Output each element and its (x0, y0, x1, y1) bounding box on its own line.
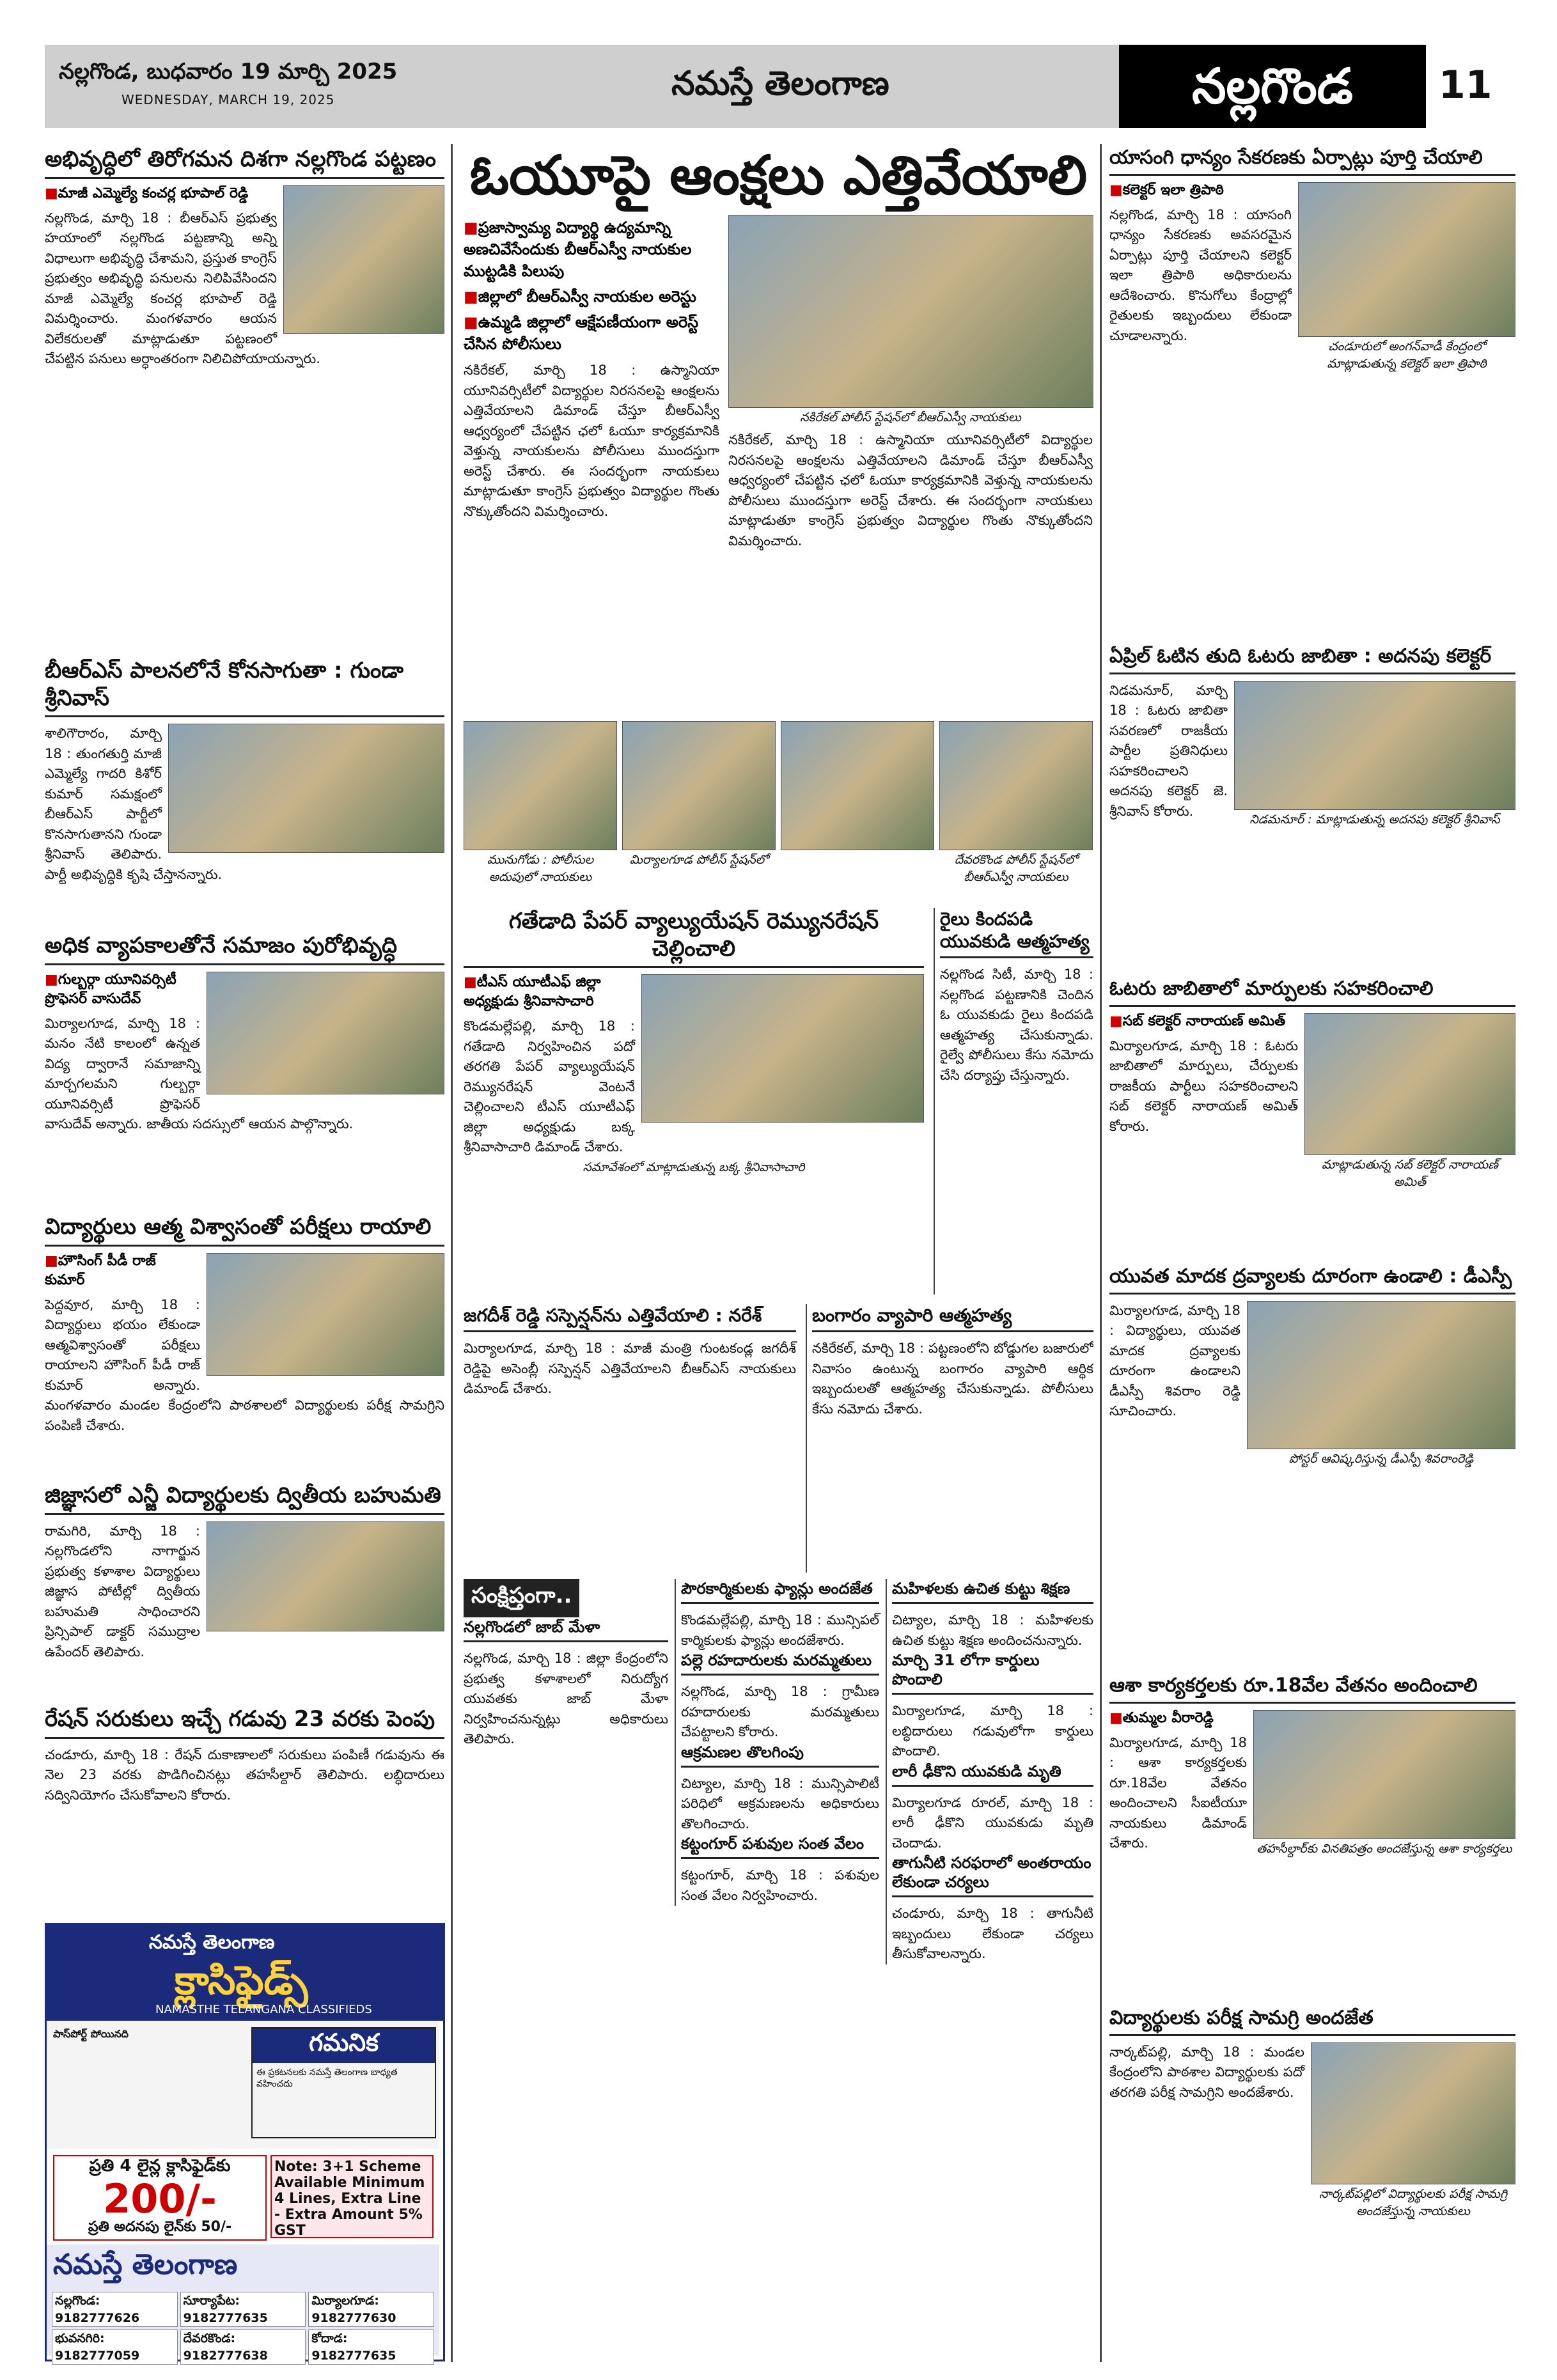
article (1109, 1264, 1515, 1674)
brief-headline: మార్చి 31 లోగా కార్డులు పొందాలి (892, 1651, 1093, 1695)
article-headline: బంగారం వ్యాపారి ఆత్మహత్య (812, 1304, 1093, 1332)
brief-headline: తాగునీటి సరఫరాలో అంతరాయం లేకుండా చర్యలు (892, 1853, 1093, 1897)
article-body: నార్కట్‌పల్లి, మార్చి 18 : మండల కేంద్రంలోని పాఠశాల విద్యార్థులకు పదో తరగతి పరీక్ష సామగ్రిని అందజేశారు. (1109, 2044, 1304, 2100)
photo (1304, 1013, 1515, 1155)
briefs-col (464, 1617, 668, 1750)
lead-story (464, 146, 1093, 900)
column-divider (1100, 144, 1102, 2362)
article-headline: ఆశా కార్యకర్తలకు రూ.18వేల వేతనం అందించాలి (1109, 1674, 1515, 1704)
brief-headline: లారీ ఢీకొని యువకుడి మృతి (892, 1762, 1093, 1787)
article-body: కొండమల్లేపల్లి, మార్చి 18 : గతేడాది నిర్వహించిన పదో తరగతి పేపర్ వ్యాల్యుయేషన్ రెమ్యునరేషన్ వెంటనే చెల్లించాలని టీఎస్ యూటీఎఫ్ జిల్లా అధ్యక్షుడు బక్క శ్రీనివాసాచారి డిమాండ్ చేశారు. (464, 1018, 635, 1155)
ad-price-box (53, 2155, 267, 2241)
photo-caption: సమావేశంలో మాట్లాడుతున్న బక్క శ్రీనివాసాచారి (583, 1160, 805, 1174)
article-byline: ■ తుమ్మల వీరారెడ్డి (1109, 1710, 1515, 1729)
lead-photo (622, 721, 776, 850)
brief-body: నల్లగొండ, మార్చి 18 : జిల్లా కేంద్రంలోని ప్రభుత్వ కళాశాలలో నిరుద్యోగ యువతకు జాబ్ మేళా నిర్వహించనున్నట్లు అధికారులు తెలిపారు. (464, 1651, 668, 1746)
article-body: పెద్దవూర, మార్చి 18 : విద్యార్థులు భయం లేకుండా ఆత్మవిశ్వాసంతో పరీక్షలు రాయాలని హౌసింగ్ పీడీ రాజ్ కుమార్ అన్నారు. మంగళవారం మండల కేంద్రంలోని పాఠశాలలో విద్యార్థులకు పరీక్ష సామగ్రిని పంపిణీ చేశారు. (45, 1296, 444, 1433)
ad-phone: సూర్యాపేట: 9182777635 (180, 2292, 306, 2327)
article-headline: రేషన్ సరుకులు ఇచ్చే గడువు 23 వరకు పెంపు (45, 1706, 444, 1739)
brief-body: చిట్యాల, మార్చి 18 : మున్సిపాలిటీ పరిధిలో ఆక్రమణలను అధికారులు తొలగించారు. (681, 1775, 879, 1832)
article-body: మిర్యాలగూడ, మార్చి 18 : మనం నేటి కాలంలో ఉన్నత విద్య ద్వారానే సమాజాన్ని మార్చగలమని గుల్బర్గా యూనివర్సిటీ ప్రొఫెసర్ వాసుదేవ్ అన్నారు. జాతీయ సదస్సులో ఆయన పాల్గొన్నారు. (45, 1015, 354, 1132)
brief-headline: నల్లగొండలో జాబ్ మేళా (464, 1617, 668, 1642)
article-headline: ఏప్రిల్ ఓటిన తుది ఓటరు జాబితా : అదనపు కలెక్టర్ (1109, 644, 1515, 674)
ad-price-line1: ప్రతి 4 లైన్ల క్లాసిఫైడ్‌కు (89, 2156, 231, 2175)
brief-headline: పౌరకార్మికులకు ఫ్యాన్లు అందజేత (681, 1579, 879, 1604)
article-body: నల్లగొండ సిటీ, మార్చి 18 : నల్లగొండ పట్టణానికి చెందిన ఓ యువకుడు రైలు కిందపడి ఆత్మహత్య చేసుకున్నాడు. రైల్వే పోలీసులు కేసు నమోదు చేసి దర్యాప్తు చేస్తున్నారు. (940, 967, 1093, 1083)
ad-phone: కోదాడ: 9182777635 (308, 2329, 434, 2365)
brief-body: కట్టంగూర్, మార్చి 18 : పశువుల సంత వేలం నిర్వహించారు. (681, 1867, 879, 1903)
page-number: 11 (1439, 63, 1492, 107)
article-headline: అభివృద్ధిలో తిరోగమన దిశగా నల్లగొండ పట్టణం (45, 146, 444, 179)
article-body: మిర్యాలగూడ, మార్చి 18 : మాజీ మంత్రి గుంటకండ్ల జగదీశ్ రెడ్డిపై అసెంబ్లీ సస్పెన్షన్ ఎత్తివేయాలని బీఆర్ఎస్ నాయకులు డిమాండ్ చేశారు. (464, 1341, 796, 1396)
article-byline: ■ టీఎస్ యూటీఎఫ్ జిల్లా అధ్యక్షుడు శ్రీనివాసాచారి (464, 974, 924, 1013)
lead-body: నకిరేకల్, మార్చి 18 : ఉస్మానియా యూనివర్సిటీలో విద్యార్థుల నిరసనలపై ఆంక్షలను ఎత్తివేయాలని డిమాండ్ చేస్తూ బీఆర్ఎస్వీ ఆధ్వర్యంలో చేపట్టిన ఛలో ఓయూ కార్యక్రమానికి వెళ్తున్న నాయకులను పోలీసులు ముందస్తుగా అరెస్ట్ చేశారు. ఈ సందర్భంగా నాయకులు మాట్లాడుతూ కాంగ్రెస్ ప్రభుత్వం విద్యార్థుల గొంతు నొక్కుతోందని విమర్శించారు. (464, 362, 719, 519)
lead-byline: ■ ఉమ్మడి జిల్లాలో ఆక్షేపణీయంగా అరెస్ట్ చేసిన పోలీసులు (464, 313, 719, 357)
lead-photo (464, 721, 617, 850)
photo-caption: మాట్లాడుతున్న సబ్ కలెక్టర్ నారాయణ్ అమిత్ (1322, 1157, 1498, 1189)
lead-photo (728, 215, 1093, 408)
article-headline: విద్యార్థులకు పరీక్ష సామగ్రి అందజేత (1109, 2006, 1515, 2036)
article (45, 932, 444, 1213)
article-body: మిర్యాలగూడ, మార్చి 18 : విద్యార్థులు, యువత మాదక ద్రవ్యాలకు దూరంగా ఉండాలని డీఎస్పీ శివరాం రెడ్డి సూచించారు. (1109, 1302, 1240, 1419)
left-column (45, 146, 444, 1917)
brief-headline: పల్లె రహదారులకు మరమ్మతులు (681, 1651, 879, 1676)
article-body: మిర్యాలగూడ, మార్చి 18 : ఓటరు జాబితాలో మార్పులు, చేర్పులకు రాజకీయ పార్టీలు సహకరించాలని సబ్ కలెక్టర్ నారాయణ్ అమిత్ కోరారు. (1109, 1038, 1298, 1134)
photo (1298, 182, 1515, 337)
article-byline: ■ కలెక్టర్ ఇలా త్రిపాఠి (1109, 182, 1515, 201)
photo (1247, 1301, 1515, 1449)
photo-caption: తహసీల్దార్‌కు వినతిపత్రం అందజేస్తున్న ఆశా కార్యకర్తలు (1256, 1841, 1512, 1856)
lead-body-cont: నకిరేకల్, మార్చి 18 : ఉస్మానియా యూనివర్సిటీలో విద్యార్థుల నిరసనలపై ఆంక్షలను ఎత్తివేయాలని డిమాండ్ చేస్తూ బీఆర్ఎస్వీ ఆధ్వర్యంలో చేపట్టిన ఛలో ఓయూ కార్యక్రమానికి వెళ్తున్న నాయకులను పోలీసులు ముందస్తుగా అరెస్ట్ చేశారు. ఈ సందర్భంగా నాయకులు మాట్లాడుతూ కాంగ్రెస్ ప్రభుత్వం విద్యార్థుల గొంతు నొక్కుతోందని విమర్శించారు. (728, 432, 1093, 548)
briefs-col (675, 1579, 879, 1906)
article-headline: ఓటరు జాబితాలో మార్పులకు సహకరించాలి (1109, 977, 1515, 1007)
ad-phone: భువనగిరి: 9182777059 (52, 2329, 178, 2365)
article-body: నల్లగొండ, మార్చి 18 : యాసంగి ధాన్యం సేకరణకు అవసరమైన ఏర్పాట్లు పూర్తి చేయాలని కలెక్టర్ ఇలా త్రిపాఠి అధికారులను ఆదేశించారు. కొనుగోలు కేంద్రాల్లో రైతులకు ఇబ్బందులు లేకుండా చూడాలన్నారు. (1109, 206, 1292, 343)
article-body: నల్లగొండ, మార్చి 18 : బీఆర్ఎస్ ప్రభుత్వ హయాంలో నల్లగొండ పట్టణాన్ని అన్ని విధాలుగా అభివృద్ధి చేశామని, ప్రస్తుత కాంగ్రెస్ ప్రభుత్వం అభివృద్ధి పనులను నిలిపివేసిందని మాజీ ఎమ్మెల్యే కంచర్ల భూపాల్ రెడ్డి విమర్శించారు. మంగళవారం ఆయన విలేకరులతో మాట్లాడుతూ పట్టణంలో చేపట్టిన పనులు అర్ధాంతరంగా నిలిచిపోయాయన్నారు. (45, 210, 320, 366)
photo (168, 724, 444, 853)
article (45, 657, 444, 932)
ad-brand-small: నమస్తే తెలంగాణ (149, 1931, 275, 1954)
article (1109, 146, 1515, 644)
article-body: మిర్యాలగూడ, మార్చి 18 : ఆశా కార్యకర్తలకు రూ.18వేల వేతనం అందించాలని సీఐటీయూ నాయకులు డిమాండ్ చేశారు. (1109, 1734, 1247, 1851)
photo (1253, 1710, 1515, 1839)
article-headline: గతేడాది పేపర్ వ్యాల్యుయేషన్ రెమ్యునరేషన్ చెల్లించాలి (464, 908, 924, 968)
article-headline: విద్యార్థులు ఆత్మ విశ్వాసంతో పరీక్షలు రాయాలి (45, 1213, 444, 1247)
article-headline: యాసంగి ధాన్యం సేకరణకు ఏర్పాట్లు పూర్తి చేయాలి (1109, 146, 1515, 176)
ad-price-line3: ప్రతి అదనపు లైన్‌కు 50/- (88, 2219, 232, 2235)
masthead (45, 45, 1515, 128)
article-headline: రైలు కిందపడి యువకుడి ఆత్మహత్య (940, 908, 1093, 958)
lead-photo (939, 721, 1093, 850)
brief-body: మిర్యాలగూడ రూరల్, మార్చి 18 : లారీ ఢీకొని యువకుడు మృతి చెందాడు. (892, 1794, 1093, 1851)
ad-phone: దేవరకొండ: 9182777638 (180, 2329, 306, 2365)
newspaper-name: నమస్తే తెలంగాణ (671, 64, 889, 103)
article (45, 146, 444, 657)
lead-subhead: ■ ప్రజాస్వామ్య విద్యార్థి ఉద్యమాన్ని అణచివేసేందుకు బీఆర్ఎస్వీ నాయకుల ముట్టడికి పిలుపు (464, 219, 719, 284)
briefs-title: సంక్షిప్తంగా.. (464, 1579, 579, 1617)
photo-caption: పోస్టర్ ఆవిష్కరిస్తున్న డీఎస్పీ శివరాంరెడ్డి (1288, 1451, 1474, 1466)
lead-caption: మిర్యాలగూడ పోలీస్ స్టేషన్‌లో (629, 853, 769, 867)
ad-notice (251, 2027, 436, 2138)
ad-phone: మిర్యాలగూడ: 9182777630 (308, 2292, 434, 2327)
article-row (464, 1304, 1093, 1573)
article-body: చండూరు, మార్చి 18 : రేషన్ దుకాణాలలో సరుకులు పంపిణీ గడువును ఈ నెల 23 వరకు పొడిగించినట్లు తహసీల్దార్ తెలిపారు. లబ్ధిదారులు సద్వినియోగం చేసుకోవాలని కోరారు. (45, 1746, 444, 1803)
brief-body: చండూరు, మార్చి 18 : తాగునీటి ఇబ్బందులు లేకుండా చర్యలు తీసుకోవాలన్నారు. (892, 1906, 1093, 1961)
ad-brand: క్లాసిఫైడ్స్ (175, 1957, 308, 2003)
brief-body: మిర్యాలగూడ, మార్చి 18 : లబ్ధిదారులు గడువులోగా కార్డులు పొందాలి. (892, 1703, 1093, 1759)
ad-listings (47, 2021, 439, 2149)
brief-headline: కట్టంగూర్ పశువుల సంత వేలం (681, 1834, 879, 1859)
masthead-date-en: WEDNESDAY, MARCH 19, 2025 (121, 92, 335, 107)
photo (207, 1253, 444, 1376)
article-byline: ■ సబ్ కలెక్టర్ నారాయణ్ అమిత్ (1109, 1013, 1515, 1032)
district-name: నల్లగొండ (1119, 45, 1426, 128)
lead-photo (781, 721, 934, 850)
photo-caption: నిడమనూర్ : మాట్లాడుతున్న అదనపు కలెక్టర్ శ్రీనివాస్ (1249, 812, 1500, 827)
ad-listing-text: పాస్‌పోర్ట్ పోయినది (53, 2028, 129, 2040)
lead-caption: దేవరకొండ పోలీస్ స్టేషన్‌లో బీఆర్ఎస్వీ నాయకులు (954, 853, 1078, 884)
article-headline: జగదీశ్ రెడ్డి సస్పెన్షన్‌ను ఎత్తివేయాలి : నరేశ్ (464, 1304, 796, 1332)
article-headline: జిజ్ఞాసలో ఎన్జీ విద్యార్థులకు ద్వితీయ బహుమతి (45, 1482, 444, 1515)
right-column (1109, 146, 1515, 2361)
brief-headline: మహిళలకు ఉచిత కుట్టు శిక్షణ (892, 1579, 1093, 1604)
article (45, 1482, 444, 1706)
photo-caption: చండూరులో అంగన్‌వాడీ కేంద్రంలో మాట్లాడుతున్న కలెక్టర్ ఇలా త్రిపాఠి (1327, 339, 1487, 371)
article-byline: ■ మాజీ ఎమ్మెల్యే కంచర్ల భూపాల్ రెడ్డి (45, 185, 444, 205)
article-body: శాలిగౌరారం, మార్చి 18 : తుంగతుర్తి మాజీ ఎమ్మెల్యే గాదరి కిశోర్ కుమార్ సమక్షంలో బీఆర్ఎస్ పార్టీలో కొనసాగుతానని గుండా శ్రీనివాస్ తెలిపారు. పార్టీ అభివృద్ధికి కృషి చేస్తానన్నారు. (45, 726, 223, 882)
article (464, 908, 1093, 1295)
lead-caption: మునుగోడు : పోలీసుల అదుపులో నాయకులు (487, 853, 594, 884)
brief-headline: ఆక్రమణల తొలగింపు (681, 1743, 879, 1768)
article (1109, 644, 1515, 977)
ad-brand-en: NAMASTHE TELANGANA CLASSIFIEDS (155, 2003, 372, 2016)
photo (1234, 681, 1515, 810)
briefs-col (886, 1579, 1093, 1964)
photo (207, 972, 444, 1094)
brief-body: నల్లగొండ, మార్చి 18 : గ్రామీణ రహదారులకు మరమ్మతులు చేపట్టాలని కోరారు. (681, 1684, 879, 1739)
article (1109, 1674, 1515, 2006)
photo (283, 185, 444, 334)
ad-banner (47, 1925, 443, 2021)
photo-caption: నార్కట్‌పల్లిలో విద్యార్థులకు పరీక్ష సామగ్రి అందజేస్తున్న నాయకులు (1318, 2186, 1508, 2218)
photo (207, 1521, 444, 1631)
article-headline: బీఆర్ఎస్ పాలనలోనే కోనసాగుతా : గుండా శ్రీనివాస్ (45, 657, 444, 717)
photo (1311, 2042, 1515, 2184)
brief-body: కొండమల్లేపల్లి, మార్చి 18 : మున్సిపల్ కార్మికులకు ఫ్యాన్లు అందజేశారు. (681, 1612, 879, 1648)
ad-note: Note: 3+1 Scheme Available Minimum 4 Lines, Extra Line - Extra Amount 5% GST (270, 2155, 434, 2238)
article (1109, 2006, 1515, 2351)
article-byline: ■ హౌసింగ్ పీడీ రాజ్ కుమార్ (45, 1253, 444, 1291)
classifieds-ad (45, 1923, 445, 2361)
article-body: రామగిరి, మార్చి 18 : నల్లగొండలోని నాగార్జున ప్రభుత్వ కళాశాల విద్యార్థులు జిజ్ఞాస పోటీల్లో ద్వితీయ బహుమతి సాధించారని ప్రిన్సిపాల్ డాక్టర్ సముద్రాల ఉపేందర్ తెలిపారు. (45, 1523, 200, 1660)
article (45, 1213, 444, 1482)
ad-notice-text: ఈ ప్రకటనలకు నమస్తే తెలంగాణ బాధ్యత వహించదు (256, 2067, 398, 2090)
lead-caption: నకిరేకల్ పోలీస్ స్టేషన్‌లో బీఆర్ఎస్వీ నాయకులు (800, 410, 1021, 425)
brief-body: చిట్యాల, మార్చి 18 : మహిళలకు ఉచిత కుట్టు శిక్షణ అందించనున్నారు. (892, 1612, 1093, 1648)
ad-footer-brand: నమస్తే తెలంగాణ (53, 2248, 238, 2281)
article (464, 1304, 796, 1573)
ad-phone-list (47, 2292, 439, 2365)
article (45, 1706, 444, 1897)
briefs-section (464, 1579, 1093, 2359)
article (806, 1304, 1093, 1573)
article-body: నిడమనూర్, మార్చి 18 : ఓటరు జాబితా సవరణలో రాజకీయ పార్టీల ప్రతినిధులు సహకరించాలని అదనపు కలెక్టర్ జె. శ్రీనివాస్ కోరారు. (1109, 682, 1228, 819)
lead-headline: ఓయూపై ఆంక్షలు ఎత్తివేయాలి (469, 146, 1088, 206)
article-body: నకిరేకల్, మార్చి 18 : పట్టణంలోని బోడ్డుగల బజారులో నివాసం ఉంటున్న బంగారం వ్యాపారి ఆర్థిక ఇబ్బందులతో ఆత్మహత్య చేసుకున్నాడు. పోలీసులు కేసు నమోదు చేశారు. (812, 1341, 1093, 1417)
column-divider (451, 144, 453, 2362)
article-headline: అధిక వ్యాపకాలతోనే సమాజం పురోభివృద్ధి (45, 932, 444, 965)
ad-phone: నల్లగొండ: 9182777626 (52, 2292, 178, 2327)
ad-price: 200/- (103, 2175, 217, 2222)
article (1109, 977, 1515, 1264)
photo (641, 974, 924, 1123)
lead-subhead: ■ జిల్లాలో బీఆర్ఎస్వీ నాయకుల అరెస్టు (464, 288, 719, 309)
ad-notice-title: గమనిక (253, 2028, 435, 2063)
ad-footer (47, 2244, 439, 2363)
masthead-date: నల్లగొండ, బుధవారం 19 మార్చి 2025 (59, 59, 398, 84)
article-byline: ■ గుల్బర్గా యూనివర్సిటీ ప్రొఫెసర్ వాసుదేవ్ (45, 972, 444, 1010)
article-headline: యువత మాదక ద్రవ్యాలకు దూరంగా ఉండాలి : డీఎస్పీ (1109, 1264, 1515, 1295)
article (934, 908, 1093, 1295)
